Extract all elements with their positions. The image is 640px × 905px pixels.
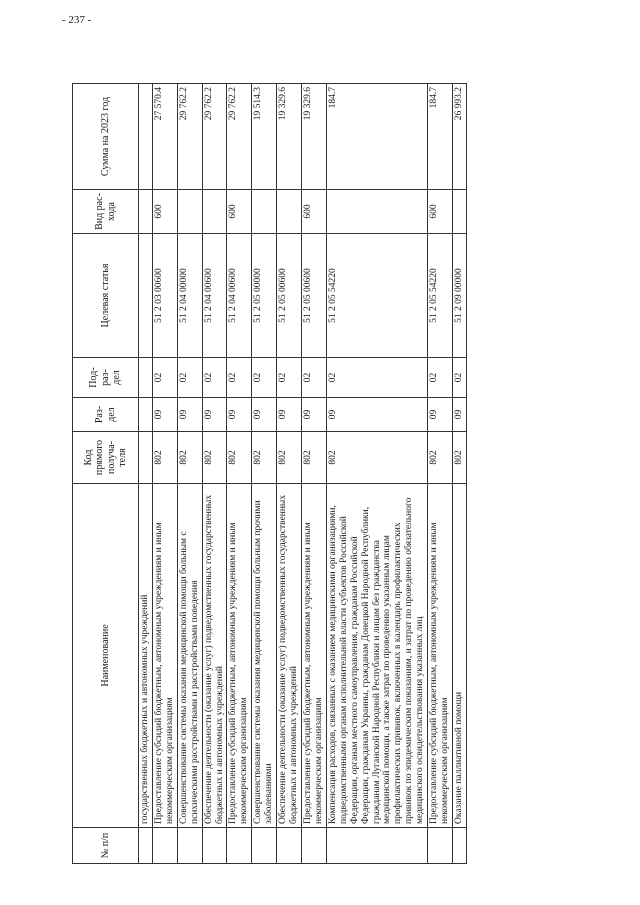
header-no: № п/п [73,828,139,864]
cell-subsection: 02 [177,358,202,398]
cell-type: 600 [428,190,453,234]
cell-no [152,828,177,864]
cell-name: государственных бюджетных и автономных учреждений [139,484,153,828]
cell-target: 51 2 04 00600 [202,234,227,358]
cell-name: Предоставление субсидий бюджетным, автономным учреждениям и иным некоммерческим организациям [428,484,453,828]
table-row [428,84,453,864]
cell-no [326,828,427,864]
cell-code: 802 [202,432,227,484]
cell-target [139,234,153,358]
cell-subsection: 02 [452,358,466,398]
cell-no [301,828,326,864]
cell-name: Обеспечение деятельности (оказание услуг) подведомственных государственных бюджетных и автономных учреждений [202,484,227,828]
cell-target: 51 2 04 00600 [227,234,252,358]
cell-code: 802 [326,432,427,484]
cell-type: 600 [152,190,177,234]
rotated-page-frame [72,84,578,864]
cell-type: 600 [227,190,252,234]
cell-sum: 27 570.4 [152,84,177,190]
cell-type [202,190,227,234]
header-subsection: Под- раз- дел [73,358,139,398]
cell-section: 09 [428,398,453,432]
cell-code: 802 [301,432,326,484]
cell-code: 802 [277,432,302,484]
table-row [227,84,252,864]
cell-no [227,828,252,864]
cell-sum: 184.7 [428,84,453,190]
table-row [252,84,277,864]
cell-code [139,432,153,484]
cell-name: Совершенствование системы оказания медицинской помощи больным с психическими расстройствами и расстройствами поведения [177,484,202,828]
cell-sum: 19 329.6 [301,84,326,190]
table-row [177,84,202,864]
cell-section: 09 [252,398,277,432]
cell-target: 51 2 05 00000 [252,234,277,358]
table-row [202,84,227,864]
cell-sum: 29 762.2 [202,84,227,190]
cell-code: 802 [227,432,252,484]
table-row [452,84,466,864]
cell-section: 09 [202,398,227,432]
cell-subsection: 02 [277,358,302,398]
cell-subsection: 02 [301,358,326,398]
cell-type [277,190,302,234]
header-section: Раз- дел [73,398,139,432]
cell-section: 09 [227,398,252,432]
cell-sum: 29 762.2 [227,84,252,190]
cell-sum: 29 762.2 [177,84,202,190]
header-sum: Сумма на 2023 год [73,84,139,190]
cell-no [252,828,277,864]
cell-sum: 26 993.2 [452,84,466,190]
cell-code: 802 [177,432,202,484]
cell-name: Совершенствование системы оказания медицинской помощи больным прочими заболеваниями [252,484,277,828]
cell-type [139,190,153,234]
cell-section: 09 [152,398,177,432]
cell-code: 802 [452,432,466,484]
table-row [301,84,326,864]
cell-subsection: 02 [252,358,277,398]
cell-sum [139,84,153,190]
cell-section: 09 [177,398,202,432]
cell-subsection: 02 [202,358,227,398]
cell-subsection: 02 [326,358,427,398]
cell-sum: 184.7 [326,84,427,190]
cell-subsection: 02 [227,358,252,398]
cell-no [202,828,227,864]
cell-code: 802 [152,432,177,484]
cell-type [252,190,277,234]
cell-target: 51 2 05 00600 [301,234,326,358]
cell-target: 51 2 03 00600 [152,234,177,358]
cell-sum: 19 514.3 [252,84,277,190]
cell-target: 51 2 04 00000 [177,234,202,358]
header-code: Код прямого получа- теля [73,432,139,484]
cell-subsection: 02 [152,358,177,398]
table-row [139,84,153,864]
cell-name: Предоставление субсидий бюджетным, автономным учреждениям и иным некоммерческим организациям [152,484,177,828]
header-target: Целевая статья [73,234,139,358]
cell-type [326,190,427,234]
header-name: Наименование [73,484,139,828]
page-number: - 237 - [62,14,92,26]
cell-section: 09 [452,398,466,432]
cell-target: 51 2 05 54220 [326,234,427,358]
budget-table-container [72,84,578,864]
cell-subsection [139,358,153,398]
table-row [326,84,427,864]
cell-name: Предоставление субсидий бюджетным, автономным учреждениям и иным некоммерческим организациям [227,484,252,828]
cell-type [452,190,466,234]
cell-type: 600 [301,190,326,234]
cell-subsection: 02 [428,358,453,398]
cell-section [139,398,153,432]
budget-table [72,83,467,864]
cell-target: 51 2 09 00000 [452,234,466,358]
cell-section: 09 [301,398,326,432]
cell-name: Оказание паллиативной помощи [452,484,466,828]
table-row [152,84,177,864]
cell-section: 09 [326,398,427,432]
cell-code: 802 [428,432,453,484]
table-row [277,84,302,864]
cell-no [177,828,202,864]
cell-target: 51 2 05 00600 [277,234,302,358]
table-header-row [73,84,139,864]
cell-name: Предоставление субсидий бюджетным, автономным учреждениям и иным некоммерческим организациям [301,484,326,828]
cell-code: 802 [252,432,277,484]
cell-name: Обеспечение деятельности (оказание услуг) подведомственных государственных бюджетных и автономных учреждений [277,484,302,828]
cell-no [139,828,153,864]
cell-sum: 19 329.6 [277,84,302,190]
cell-type [177,190,202,234]
header-type: Вид рас- хода [73,190,139,234]
cell-section: 09 [277,398,302,432]
cell-target: 51 2 05 54220 [428,234,453,358]
cell-no [452,828,466,864]
cell-no [277,828,302,864]
cell-name: Компенсация расходов, связанных с оказанием медицинскими организациями, подведомственными органам исполнительной власти субъектов Российской Федерации, органам местного самоуправления, гражданам Российской Федерации, гражданам Украины, гражданам Донецкой Народной Республики, гражданам Луганской Народной Республики и лицам без гражданства медицинской помощи, а также затрат по проведению указанным лицам профилактических прививок, включенных в календарь профилактических прививок по эпидемическим показаниям, и затрат по проведению обязательного медицинского освидетельствования указанных лиц [326,484,427,828]
cell-no [428,828,453,864]
